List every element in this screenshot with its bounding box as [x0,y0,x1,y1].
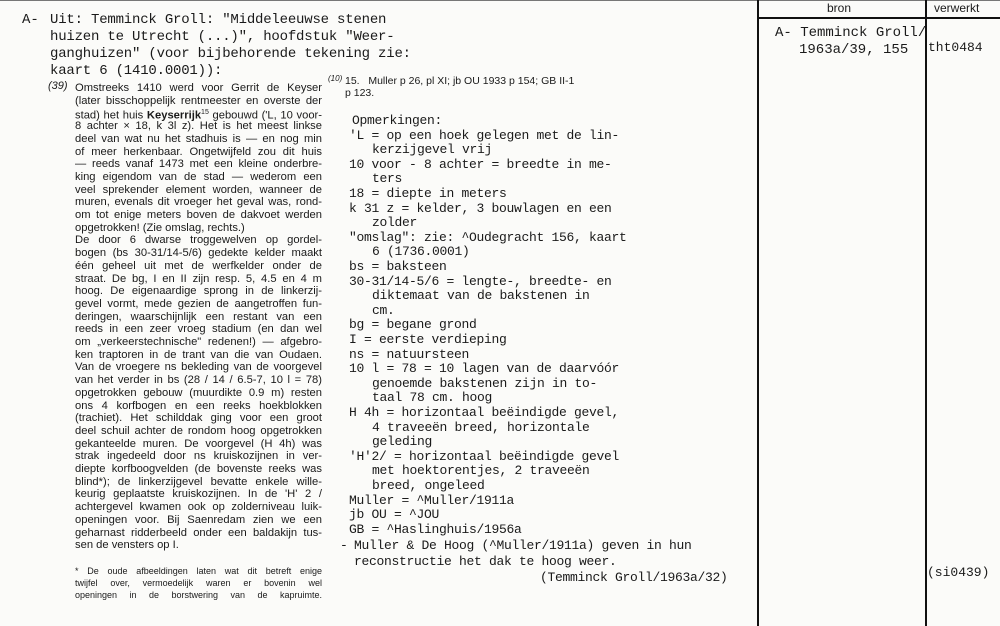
note-line: ns = natuursteen [349,346,470,362]
paragraph-number: (39) [48,80,68,92]
note-line: 10 l = 78 = 10 lagen van de daarvóór [349,361,620,377]
column-divider-left [757,0,759,626]
note-line: "omslag": zie: ^Oudegracht 156, kaart [349,229,627,245]
body-line: straat. De bg, I en II zijn resp. 5, 4.5 en 4 m [75,272,322,285]
body-line: De door 6 dwarse troggewelven op gordel- [75,234,322,247]
remark-line-2: reconstructie het dak te hoog weer. [354,554,617,569]
note-line: GB = ^Haslinghuis/1956a [349,521,522,537]
body-line: king eigendom van de stad — wederom een [75,170,322,183]
text: stad) het huis [75,110,147,123]
body-line: sen de vensters op I. [75,539,179,552]
body-line: strak ingedeeld door ns kruiskozijnen in ver- [75,450,322,463]
verwerkt-code: tht0484 [928,40,983,55]
body-line: (later bisschoppelijk rentmeester en overste der [75,94,322,107]
house-name: Keyserrijk [146,110,202,123]
body-line: deel van wat nu het stadhuis is — en nog min [75,132,322,145]
note-line: 'H'2/ = horizontaal beëindigde gevel [349,448,620,464]
note-line: H 4h = horizontaal beëindigde gevel, [349,405,620,420]
note-line: geleding [372,434,433,450]
body-line: 8 achter × 18, k 3l z). Het is het meest linkse [75,120,322,133]
body-line: deringen, waarschijnlijk een restant van een [75,310,322,323]
body-line: hoog. De eigenaardige sprong in de linkerzij- [75,285,322,298]
column-divider-right [925,0,927,626]
body-line: keurig geplaatste kruiskozijnen. In de 'H' 2 / [75,488,322,501]
body-line: gekanteelde muren. De voorgevel (H 4h) was [75,437,322,450]
note-line: genoemde bakstenen zijn in to- [372,375,598,391]
body-line: of meer herkenbaar. Ongetwijfeld zou dit huis [75,145,322,158]
heading-line: Uit: Temminck Groll: "Middeleeuwse stenen [50,12,387,28]
body-line: (trachiet). Het schilddak ging voor een groot [75,412,322,425]
note-line: cm. [372,302,395,318]
body-line: bogen (bs 30-31/14-5/6) gedekte kelder maakt [75,247,322,260]
body-line: muren, evenals dit vroeger het geval was, rond- [75,196,322,209]
heading-marker: A- [22,12,39,28]
note-line: 6 (1736.0001) [372,244,470,260]
remark-dash: - [340,538,348,553]
note-line: kerzijgevel vrij [372,142,493,158]
body-line: om „verkeerstechnische" redenen!) — afgebro- [75,336,322,348]
body-line: veel sprekender element worden, wanneer de [75,183,322,196]
body-line: — reeds vanaf 1473 met een kleine onderbre- [75,158,322,171]
column-header-verwerkt: verwerkt [934,1,980,15]
note-line: taal 78 cm. hoog [372,390,493,406]
body-line: openingen voor. Bij Saenredam zien we een [75,513,322,526]
body-line: Omstreeks 1410 werd voor Gerrit de Keyser [75,82,322,94]
body-line: opgetrokken gebouw (muurdikte 0.9 m) resten [75,386,322,399]
reference-line-2: p 123. [345,87,375,99]
note-line: 18 = diepte in meters [349,186,507,201]
body-line: Van de vroegere ns bekleding van de voorgevel [75,361,322,374]
note-line: breed, ongeleed [372,478,485,493]
body-line: ons 4 korfbogen en een reeks hoekblokken [75,399,322,412]
heading-line: kaart 6 (1410.0001)): [50,63,223,79]
body-line: opgetrokken! (Zie omslag, rechts.) [75,221,245,234]
note-line: Opmerkingen: [352,113,443,128]
note-line: bs = baksteen [349,259,447,274]
footnote-line: openingen in de borstwering van de kapruimte. [75,590,322,600]
heading-line: huizen te Utrecht (...)", hoofdstuk "Weer- [50,29,395,45]
body-line: diepte korfboogvelden (de bovenste reeks was [75,463,322,475]
note-line: 10 voor - 8 achter = breedte in me- [349,156,612,172]
text: gebouwd ('L, 10 voor- [208,110,322,123]
body-line: om tot enige meters boven de dakvoet werden [75,209,322,221]
body-line: reeds in een zeer vroeg stadium (en dan wel [75,323,322,336]
footnote-line: twijfel over, vermoedelijk waren er bovenin wel [75,578,322,588]
bron-line-1: A- Temminck Groll/ [775,25,927,41]
remark-source: (Temminck Groll/1963a/32) [540,570,728,585]
body-line: ken traptoren in de trant van die van Oudaen. [75,348,322,361]
body-line: blind*); de linkerzijgevel bevatte enkele wille- [75,475,322,488]
footnote-ref: 15 [201,109,209,117]
reference-line-1: 15. Muller p 26, pl XI; jb OU 1933 p 154; GB II-1 [345,75,575,87]
note-line: I = eerste verdieping [349,332,507,347]
note-line: 4 traveeën breed, horizontale [372,419,590,435]
heading-line: ganghuizen" (voor bijbehorende tekening zie: [50,46,411,62]
note-line: ters [372,171,403,187]
remark-line-1: Muller & De Hoog (^Muller/1911a) geven in hun [354,538,692,553]
note-line: Muller = ^Muller/1911a [349,492,515,508]
verwerkt-code-bottom: (si0439) [927,565,990,580]
note-line: zolder [372,215,418,231]
body-line: van het verder in bs (28 / 14 / 6.5-7, 10 l = 78) [75,374,322,387]
footnote-line: * De oude afbeeldingen laten wat dit betreft enige [75,566,322,576]
bron-line-2: 1963a/39, 155 [799,42,909,58]
body-line: één geheel uit met de werfkelder onder de [75,259,322,272]
body-line: gevel vormt, mede gezien de aangetroffen fun- [75,297,322,310]
note-line: k 31 z = kelder, 3 bouwlagen en een [349,200,612,216]
note-line: 30-31/14-5/6 = lengte-, breedte- en [349,273,612,289]
note-line: jb OU = ^JOU [349,507,440,523]
column-header-bron: bron [827,1,852,15]
note-line: bg = begane grond [349,317,477,333]
reference-marker: (10) [328,74,343,83]
body-line: geharnast ridderbeeld onder een baldakijn tus- [75,526,322,539]
body-line: deel schuil achter de rondom hoog opgetrokken [75,424,322,437]
header-divider [757,17,1000,19]
body-line: achtergevel kwamen ook op zolderniveau luik- [75,501,322,514]
note-line: 'L = op een hoek gelegen met de lin- [349,127,620,143]
note-line: met hoektorentjes, 2 traveeën [372,463,590,479]
note-line: diktemaat van de bakstenen in [372,288,590,304]
